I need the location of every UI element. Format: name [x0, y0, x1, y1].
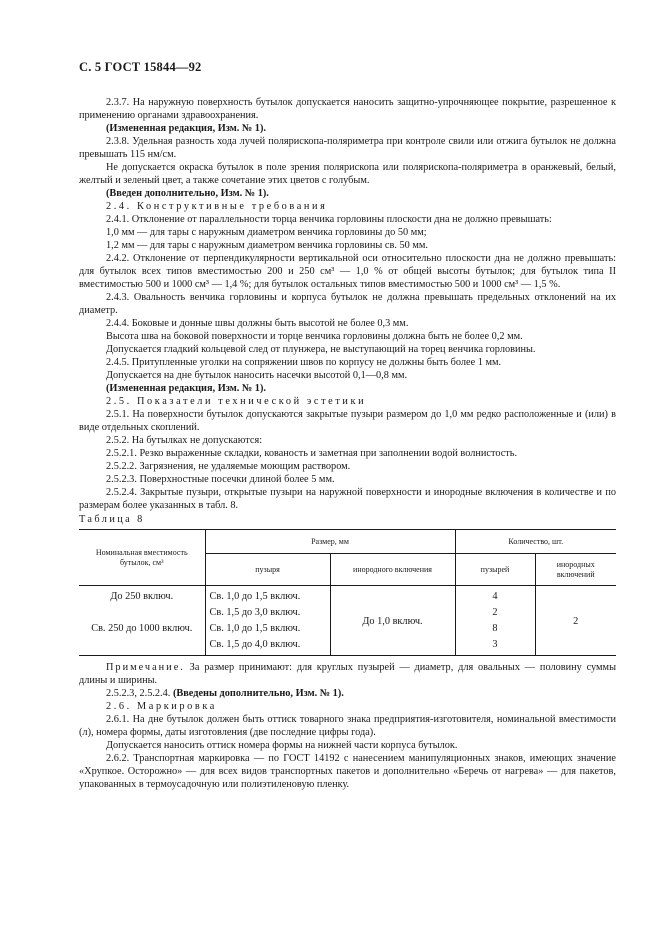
- paragraph-2-4-1: 2.4.1. Отклонение от параллельности торца венчика горловины плоскости дна не должно превышать:: [106, 214, 552, 225]
- note-label: Примечание.: [106, 662, 185, 673]
- page-header: С. 5 ГОСТ 15844—92: [79, 60, 202, 74]
- paragraph-2-6-2: 2.6.2. Транспортная маркировка — по ГОСТ 14192 с нанесением манипуляционных знаков, имеющих значение «Хрупкое. Осторожно» — для всех видов транспортных пакетов и дополнительно «Беречь от нагрева» — для пакетов, упакованных в термоусадочную или полиэтиленовую пленку.: [79, 753, 616, 790]
- paragraph-2-4-5: 2.4.5. Притупленные уголки на сопряжении швов по корпусу не должны быть более 1 мм.: [106, 357, 502, 368]
- paragraph-2-4-3: 2.4.3. Овальность венчика горловины и корпуса бутылок не должна превышать предельных отклонений на их диаметр.: [79, 292, 616, 316]
- paragraph-2-6-1-b: Допускается наносить оттиск номера формы на нижней части корпуса бутылок.: [106, 740, 458, 751]
- paragraph-2-5-2-2: 2.5.2.2. Загрязнения, не удаляемые моющим раствором.: [106, 461, 351, 472]
- section-2-6-heading: 2.6. Маркировка: [106, 701, 217, 712]
- paragraph-2-3-8-b: Не допускается окраска бутылок в поле зрения полярископа или полярископа-поляриметра в оранжевый, белый, желтый и зеленый цвет, а также сочетание этих цветов с голубым.: [79, 162, 616, 186]
- revision-note: [79, 687, 616, 700]
- document-body: [79, 96, 616, 791]
- header-bubble-count: пузырей: [455, 554, 535, 586]
- paragraph-2-3-8: 2.3.8. Удельная разность хода лучей полярископа-поляриметра при контроле свили или отжига бутылок не должна превышать 115 нм/см.: [79, 136, 616, 160]
- note-text: За размер принимают: для круглых пузырей — диаметр, для овальных — половину суммы длины и ширины.: [79, 662, 616, 686]
- paragraph-2-4-2: 2.4.2. Отклонение от перпендикулярности вертикальной оси относительно плоскости дна не должно превышать: для бутылок всех типов вместимостью 200 и 250 см³ — 1,0 % от общей высоты бутылок; для бутылок типа II вместимостью 500 и 1000 см³ — 1,4 %; для бутылок остальных типов вместимостью 500 и 1000 см³ — 1,5 %.: [79, 253, 616, 290]
- paragraph-2-5-2: 2.5.2. На бутылках не допускаются:: [106, 435, 263, 446]
- paragraph-2-4-4-b: Высота шва на боковой поверхности и торце венчика горловины должна быть не более 0,2 мм.: [106, 331, 523, 342]
- header-count: Количество, шт.: [455, 530, 616, 554]
- paragraph-2-5-1: 2.5.1. На поверхности бутылок допускаются закрытые пузыри размером до 1,0 мм редко расположенные и (или) в виде отдельных скоплений.: [79, 409, 616, 433]
- table-note: [79, 661, 616, 687]
- inclusion-count-cell: 2: [535, 586, 616, 656]
- header-capacity: Номинальная вместимость бутылок, см³: [79, 530, 205, 586]
- paragraph-2-5-2-3: 2.5.2.3. Поверхностные посечки длиной более 5 мм.: [106, 474, 335, 485]
- section-2-4-heading: 2.4. Конструктивные требования: [106, 201, 328, 212]
- paragraph-2-6-1: 2.6.1. На дне бутылок должен быть оттиск товарного знака предприятия-изготовителя, номинальной вместимости (л), номера формы, даты изготовления (две последние цифры года).: [79, 714, 616, 738]
- bubble-count-cell: 3: [455, 637, 535, 656]
- revision-note: (Измененная редакция, Изм. № 1).: [106, 123, 266, 134]
- bubble-size-cell: Св. 1,5 до 4,0 включ.: [205, 637, 330, 656]
- capacity-cell: [79, 605, 205, 621]
- paragraph-2-5-2-4: 2.5.2.4. Закрытые пузыри, открытые пузыри на наружной поверхности и инородные включения в количестве и по размерам более указанных в табл. 8.: [79, 487, 616, 511]
- paragraph-2-4-5-b: Допускается на дне бутылок наносить насечки высотой 0,1—0,8 мм.: [106, 370, 408, 381]
- section-2-5-heading: 2.5. Показатели технической эстетики: [106, 396, 367, 407]
- paragraph-2-4-4: 2.4.4. Боковые и донные швы должны быть высотой не более 0,3 мм.: [106, 318, 409, 329]
- paragraph-2-3-7: 2.3.7. На наружную поверхность бутылок допускается наносить защитно-упрочняющее покрытие, разрешенное к применению органами здравоохранения.: [79, 97, 616, 121]
- bubble-size-cell: Св. 1,0 до 1,5 включ.: [205, 586, 330, 606]
- paragraph-2-4-1-b: 1,2 мм — для тары с наружным диаметром венчика горловины св. 50 мм.: [106, 240, 428, 251]
- paragraph-2-5-2-1: 2.5.2.1. Резко выраженные складки, кованость и заметная при заполнении водой волнистость.: [106, 448, 518, 459]
- capacity-cell: До 250 включ.: [79, 586, 205, 606]
- bubble-count-cell: 4: [455, 586, 535, 606]
- table-8: [79, 529, 616, 656]
- bubble-size-cell: Св. 1,5 до 3,0 включ.: [205, 605, 330, 621]
- revision-note: (Измененная редакция, Изм. № 1).: [106, 383, 266, 394]
- capacity-cell: [79, 637, 205, 656]
- paragraph-2-4-1-a: 1,0 мм — для тары с наружным диаметром венчика горловины до 50 мм;: [106, 227, 427, 238]
- header-inclusion-count: инородных включений: [535, 554, 616, 586]
- paragraph-2-4-4-c: Допускается гладкий кольцевой след от плунжера, не выступающий на торец венчика горловины.: [106, 344, 536, 355]
- inclusion-size-cell: До 1,0 включ.: [330, 586, 455, 656]
- capacity-cell: Св. 250 до 1000 включ.: [79, 621, 205, 637]
- table-row: [79, 586, 616, 606]
- header-bubble-size: пузыря: [205, 554, 330, 586]
- bubble-count-cell: 8: [455, 621, 535, 637]
- header-size: Размер, мм: [205, 530, 455, 554]
- revision-clauses: 2.5.2.3, 2.5.2.4.: [106, 688, 171, 699]
- bubble-count-cell: 2: [455, 605, 535, 621]
- table-caption: Таблица 8: [79, 514, 145, 525]
- revision-note: (Введен дополнительно, Изм. № 1).: [106, 188, 269, 199]
- revision-text: (Введены дополнительно, Изм. № 1).: [172, 688, 344, 699]
- bubble-size-cell: Св. 1,0 до 1,5 включ.: [205, 621, 330, 637]
- header-inclusion-size: инородного включения: [330, 554, 455, 586]
